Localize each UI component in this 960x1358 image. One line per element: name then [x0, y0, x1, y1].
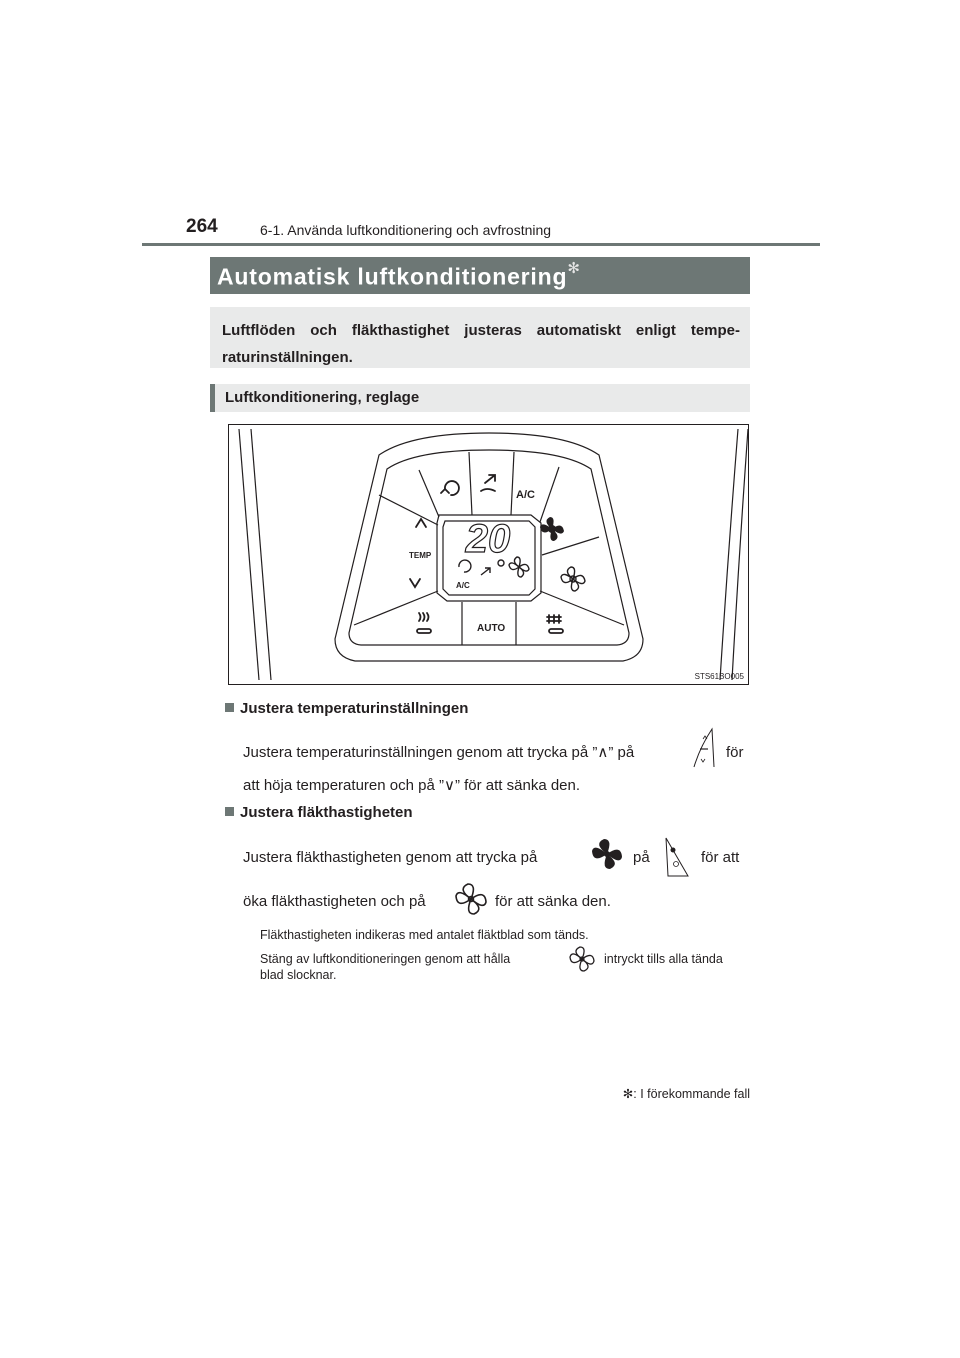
intro-text: Luftflöden och fläkthastighet justeras automatiskt enligt tempe-raturinställningen. — [222, 322, 740, 366]
temperature-line-1-end: för — [726, 744, 744, 761]
footnote-text: : I förekommande fall — [633, 1087, 750, 1101]
temp-button-icon — [688, 727, 718, 769]
section-heading-temperature — [225, 700, 468, 717]
note-fan-indicator: Fläkthastigheten indikeras med antalet fläktblad som tänds. — [260, 928, 589, 942]
ac-top-label: A/C — [516, 489, 535, 501]
down-chevron-symbol: ∨ — [443, 777, 455, 794]
text: ” för att sänka den. — [454, 777, 581, 794]
note-ac-off-line-2: blad slocknar. — [260, 968, 337, 982]
subsection-title-text: Luftkonditionering, reglage — [225, 389, 420, 406]
header-rule — [142, 243, 820, 246]
fan-line-1-mid: på — [633, 849, 650, 866]
temp-label: TEMP — [409, 551, 432, 560]
text: Justera temperaturinställningen genom att trycka på ” — [243, 744, 598, 761]
note-ac-off-line-1: Stäng av luftkonditioneringen genom att hålla — [260, 952, 511, 966]
subsection-title — [210, 384, 750, 412]
control-panel-illustration — [229, 425, 749, 685]
section-title-text: Automatisk luftkonditionering — [217, 263, 568, 290]
temperature-line-1 — [243, 743, 634, 763]
bullet-square — [225, 807, 234, 816]
fan-line-2-end: för att sänka den. — [495, 893, 611, 910]
footnote-mark: ✻ — [622, 1087, 634, 1101]
fan-high-icon — [590, 837, 624, 871]
text: att höja temperaturen och på ” — [243, 777, 444, 794]
intro-box — [210, 307, 750, 368]
fan-line-1-end: för att — [701, 849, 740, 866]
figure-code: STS61BO005 — [694, 672, 744, 681]
heading-text: Justera temperaturinställningen — [240, 700, 469, 717]
section-title — [210, 257, 750, 294]
text: ” på — [608, 744, 635, 761]
fan-line-2: öka fläkthastigheten och på — [243, 893, 426, 910]
footnote — [623, 1086, 750, 1101]
footnote-mark: ✻ — [567, 260, 581, 277]
chapter-title: 6-1. Använda luftkonditionering och avfrostning — [260, 222, 552, 238]
control-panel-figure — [228, 424, 749, 685]
section-heading-fan — [225, 804, 413, 821]
temperature-display: 20 — [465, 517, 511, 561]
up-chevron-symbol: ∧ — [597, 744, 609, 761]
fan-low-icon — [454, 882, 488, 916]
note-ac-off-line-1-end: intryckt tills alla tända — [604, 952, 723, 966]
auto-label: AUTO — [477, 623, 506, 634]
temperature-line-2 — [243, 776, 580, 796]
page-number: 264 — [186, 216, 218, 237]
fan-low-icon-small — [568, 945, 596, 973]
fan-line-1: Justera fläkthastigheten genom att trycka på — [243, 849, 538, 866]
bullet-square — [225, 703, 234, 712]
ac-display-label: A/C — [456, 581, 470, 590]
fan-button-icon — [662, 832, 692, 878]
heading-text: Justera fläkthastigheten — [240, 804, 413, 821]
